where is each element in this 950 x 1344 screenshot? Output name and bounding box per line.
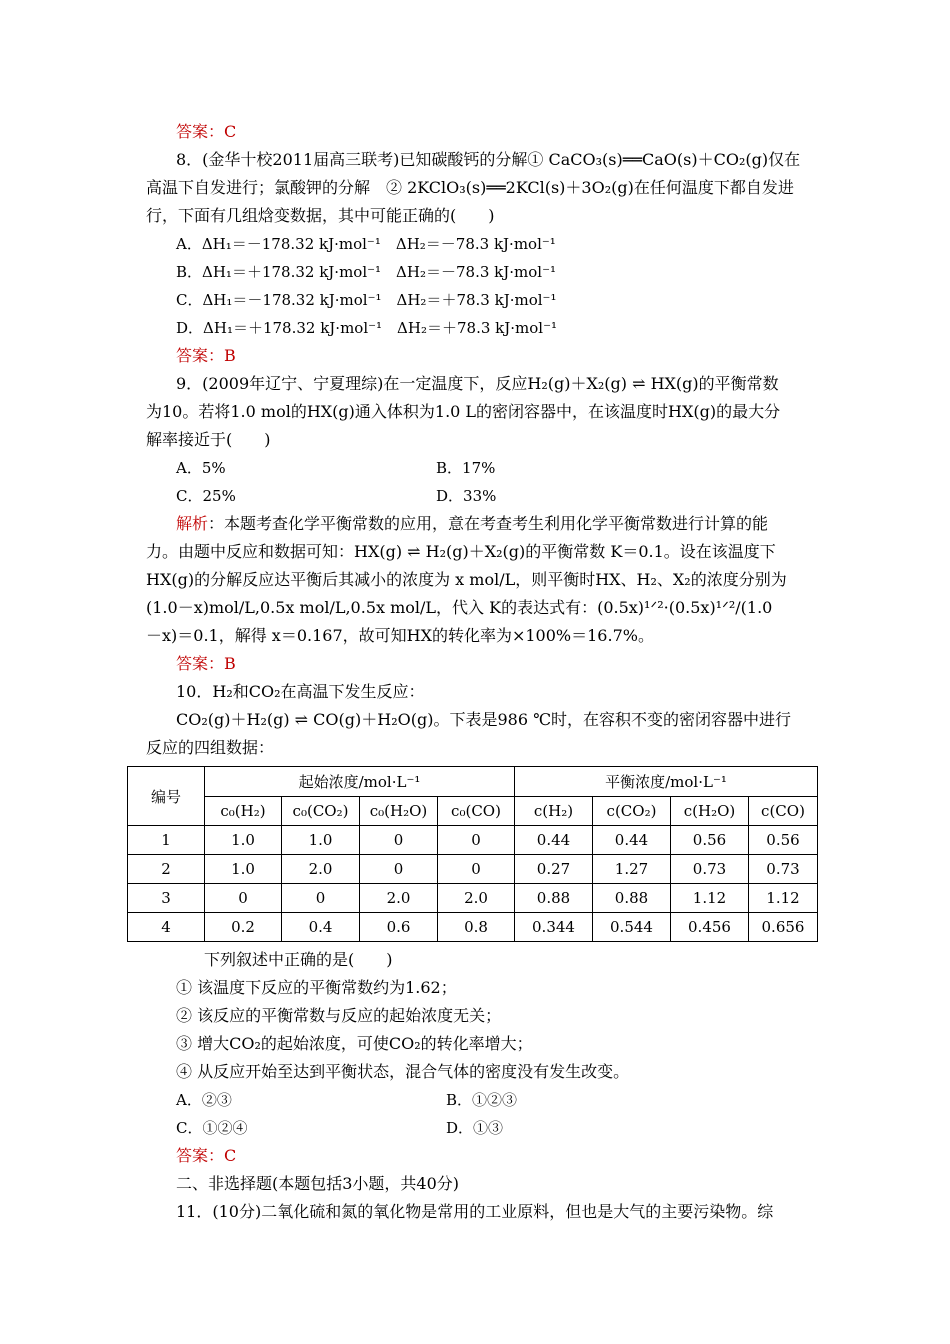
cell: 0.88 [515,884,593,913]
cell: 0.56 [671,826,749,855]
cell: 0.4 [282,913,360,942]
cell: 0.344 [515,913,593,942]
q9-analysis-line-1 [176,514,768,534]
table-row [128,826,818,855]
cell: 0.8 [438,913,515,942]
q9-analysis-line-4: (1.0－x)mol/L,0.5x mol/L,0.5x mol/L，代入 K的表达式有：(0.5x)¹ᐟ²·(0.5x)¹ᐟ²/(1.0 [146,598,773,617]
q10-statement-4: ④ 从反应开始至达到平衡状态，混合气体的密度没有发生改变。 [176,1062,630,1081]
q10-stem: 下列叙述中正确的是( ) [204,950,393,969]
cell: 0.2 [205,913,282,942]
cell: 2.0 [282,855,360,884]
q10-line-2: CO₂(g)＋H₂(g) ⇌ CO(g)＋H₂O(g)。下表是986 ℃时，在容积不变的密闭容器中进行 [176,710,791,729]
col-header: c₀(CO₂) [282,796,360,826]
q9-line-1: 9．(2009年辽宁、宁夏理综)在一定温度下，反应H₂(g)＋X₂(g) ⇌ HX(g)的平衡常数 [176,374,779,393]
cell: 3 [128,884,205,913]
cell: 0 [438,826,515,855]
table-header-number: 编号 [128,767,205,826]
q8-line-2: 高温下自发进行；氯酸钾的分解 ② 2KClO₃(s)══2KCl(s)＋3O₂(g)在任何温度下都自发进 [146,178,794,197]
cell: 0.544 [593,913,671,942]
q9-option-d: D．33% [436,487,497,505]
q10-option-b: B．①②③ [446,1091,518,1109]
q9-option-a: A．5% [176,459,226,477]
cell: 1.0 [205,855,282,884]
cell: 0 [282,884,360,913]
cell: 0.44 [593,826,671,855]
q8-option-b: B．ΔH₁＝＋178.32 kJ·mol⁻¹ ΔH₂＝－78.3 kJ·mol⁻¹ [176,263,557,281]
q11-line-1: 11．(10分)二氧化硫和氮的氧化物是常用的工业原料，但也是大气的主要污染物。综 [176,1202,774,1221]
table-header-equilibrium: 平衡浓度/mol·L⁻¹ [515,767,818,797]
col-header: c(H₂O) [671,796,749,826]
analysis-label: 解析 [176,514,209,533]
cell: 2.0 [360,884,438,913]
table-row [128,855,818,884]
cell: 1.12 [671,884,749,913]
col-header: c₀(H₂) [205,796,282,826]
q10-option-d: D．①③ [446,1119,504,1137]
cell: 0 [360,826,438,855]
q9-line-3: 解率接近于( ) [146,430,271,449]
answer-9: 答案：B [176,654,236,673]
q9-analysis-line-5: －x)＝0.1，解得 x＝0.167，故可知HX的转化率为×100%＝16.7%。 [146,626,654,645]
cell: 1.0 [282,826,360,855]
cell: 0 [360,855,438,884]
answer-7: 答案：C [176,122,237,141]
cell: 0.88 [593,884,671,913]
cell: 0 [438,855,515,884]
q10-line-3: 反应的四组数据： [146,738,275,757]
cell: 0.73 [671,855,749,884]
q10-option-c: C．①②④ [176,1119,248,1137]
q8-line-3: 行，下面有几组焓变数据，其中可能正确的( ) [146,206,495,225]
section-heading: 二、非选择题(本题包括3小题，共40分) [176,1174,460,1193]
cell: 0.44 [515,826,593,855]
answer-10: 答案：C [176,1146,237,1165]
q9-analysis-line-2: 力。由题中反应和数据可知：HX(g) ⇌ H₂(g)＋X₂(g)的平衡常数 K＝0.1。设在该温度下 [146,542,776,561]
q10-line-1: 10．H₂和CO₂在高温下发生反应： [176,682,425,701]
col-header: c₀(CO) [438,796,515,826]
col-header: c(H₂) [515,796,593,826]
cell: 0.656 [749,913,818,942]
q8-option-d: D．ΔH₁＝＋178.32 kJ·mol⁻¹ ΔH₂＝＋78.3 kJ·mol⁻¹ [176,319,558,337]
cell: 0.27 [515,855,593,884]
cell: 2.0 [438,884,515,913]
q10-option-a: A．②③ [176,1091,232,1109]
cell: 1.12 [749,884,818,913]
cell: 0.56 [749,826,818,855]
q9-analysis-line-3: HX(g)的分解反应达平衡后其减小的浓度为 x mol/L，则平衡时HX、H₂、X₂的浓度分别为 [146,570,787,589]
col-header: c(CO) [749,796,818,826]
cell: 0.73 [749,855,818,884]
q9-line-2: 为10。若将1.0 mol的HX(g)通入体积为1.0 L的密闭容器中，在该温度时HX(g)的最大分 [146,402,781,421]
q10-statement-2: ② 该反应的平衡常数与反应的起始浓度无关； [176,1006,502,1025]
cell: 2 [128,855,205,884]
cell: 1 [128,826,205,855]
col-header: c(CO₂) [593,796,671,826]
cell: 0.6 [360,913,438,942]
analysis-text: ：本题考查化学平衡常数的应用，意在考查考生利用化学平衡常数进行计算的能 [208,514,769,533]
cell: 1.0 [205,826,282,855]
q9-option-c: C．25% [176,487,236,505]
cell: 0 [205,884,282,913]
cell: 4 [128,913,205,942]
table-row [128,884,818,913]
answer-8: 答案：B [176,346,236,365]
q9-option-b: B．17% [436,459,496,477]
cell: 1.27 [593,855,671,884]
col-header: c₀(H₂O) [360,796,438,826]
q10-statement-3: ③ 增大CO₂的起始浓度，可使CO₂的转化率增大； [176,1034,533,1053]
q10-statement-1: ① 该温度下反应的平衡常数约为1.62； [176,978,457,997]
table-row [128,913,818,942]
q8-option-a: A．ΔH₁＝－178.32 kJ·mol⁻¹ ΔH₂＝－78.3 kJ·mol⁻¹ [176,235,556,253]
q8-option-c: C．ΔH₁＝－178.32 kJ·mol⁻¹ ΔH₂＝＋78.3 kJ·mol⁻¹ [176,291,557,309]
table-header-initial: 起始浓度/mol·L⁻¹ [205,767,515,797]
cell: 0.456 [671,913,749,942]
q8-line-1: 8．(金华十校2011届高三联考)已知碳酸钙的分解① CaCO₃(s)══CaO(s)＋CO₂(g)仅在 [176,150,801,169]
concentration-table [127,766,818,942]
